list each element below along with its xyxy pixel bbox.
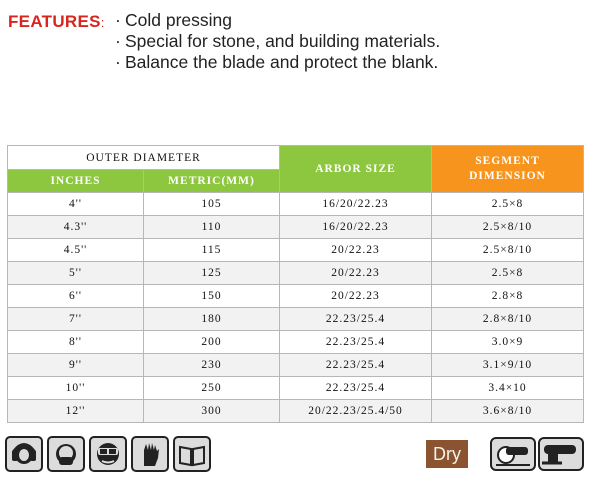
cell-segment: 2.5×8/10	[432, 216, 584, 239]
cell-inches: 10''	[8, 377, 144, 400]
feature-item: · Balance the blade and protect the blank.	[115, 52, 439, 72]
cell-arbor: 20/22.23/25.4/50	[280, 400, 432, 423]
angle-grinder-cutting-icon	[490, 437, 536, 471]
cell-metric: 230	[144, 354, 280, 377]
cell-arbor: 22.23/25.4	[280, 354, 432, 377]
cell-inches: 4.3''	[8, 216, 144, 239]
dry-badge: Dry	[426, 440, 468, 468]
cell-metric: 250	[144, 377, 280, 400]
cell-arbor: 22.23/25.4	[280, 331, 432, 354]
cell-segment: 3.6×8/10	[432, 400, 584, 423]
cell-arbor: 20/22.23	[280, 262, 432, 285]
header-outer-diameter: OUTER DIAMETER	[8, 146, 280, 170]
cell-arbor: 20/22.23	[280, 285, 432, 308]
cell-segment: 2.5×8	[432, 193, 584, 216]
gloves-icon	[131, 436, 169, 472]
cell-arbor: 20/22.23	[280, 239, 432, 262]
cell-inches: 6''	[8, 285, 144, 308]
cell-metric: 125	[144, 262, 280, 285]
goggles-icon	[89, 436, 127, 472]
table-row	[8, 354, 584, 377]
feature-item: · Special for stone, and building materials.	[115, 31, 441, 51]
manual-book-icon	[173, 436, 211, 472]
cell-metric: 105	[144, 193, 280, 216]
cell-segment: 2.5×8/10	[432, 239, 584, 262]
cell-segment: 3.0×9	[432, 331, 584, 354]
spec-table	[7, 145, 584, 423]
cell-metric: 200	[144, 331, 280, 354]
cell-inches: 4.5''	[8, 239, 144, 262]
table-row	[8, 400, 584, 423]
cell-metric: 115	[144, 239, 280, 262]
features-list	[115, 10, 585, 73]
header-metric: METRIC(MM)	[144, 170, 280, 193]
cell-metric: 110	[144, 216, 280, 239]
angle-grinder-icon	[538, 437, 584, 471]
cell-segment: 3.1×9/10	[432, 354, 584, 377]
header-inches: INCHES	[8, 170, 144, 193]
cell-segment: 3.4×10	[432, 377, 584, 400]
face-mask-icon	[47, 436, 85, 472]
cell-inches: 9''	[8, 354, 144, 377]
cell-metric: 180	[144, 308, 280, 331]
cell-arbor: 16/20/22.23	[280, 216, 432, 239]
cell-inches: 8''	[8, 331, 144, 354]
features-label: FEATURES:	[8, 12, 105, 31]
cell-inches: 4''	[8, 193, 144, 216]
cell-arbor: 16/20/22.23	[280, 193, 432, 216]
header-arbor-size: ARBOR SIZE	[280, 146, 432, 193]
cell-segment: 2.5×8	[432, 262, 584, 285]
cell-segment: 2.8×8/10	[432, 308, 584, 331]
cell-metric: 300	[144, 400, 280, 423]
feature-item: · Cold pressing	[115, 10, 232, 30]
cell-inches: 12''	[8, 400, 144, 423]
cell-inches: 5''	[8, 262, 144, 285]
ear-protection-icon	[5, 436, 43, 472]
table-row	[8, 216, 584, 239]
table-row	[8, 193, 584, 216]
cell-arbor: 22.23/25.4	[280, 308, 432, 331]
cell-segment: 2.8×8	[432, 285, 584, 308]
table-row	[8, 262, 584, 285]
header-segment-dimension: SEGMENT DIMENSION	[432, 146, 584, 193]
table-row	[8, 308, 584, 331]
table-row	[8, 331, 584, 354]
cell-arbor: 22.23/25.4	[280, 377, 432, 400]
cell-inches: 7''	[8, 308, 144, 331]
table-row	[8, 377, 584, 400]
table-row	[8, 239, 584, 262]
table-row	[8, 285, 584, 308]
cell-metric: 150	[144, 285, 280, 308]
